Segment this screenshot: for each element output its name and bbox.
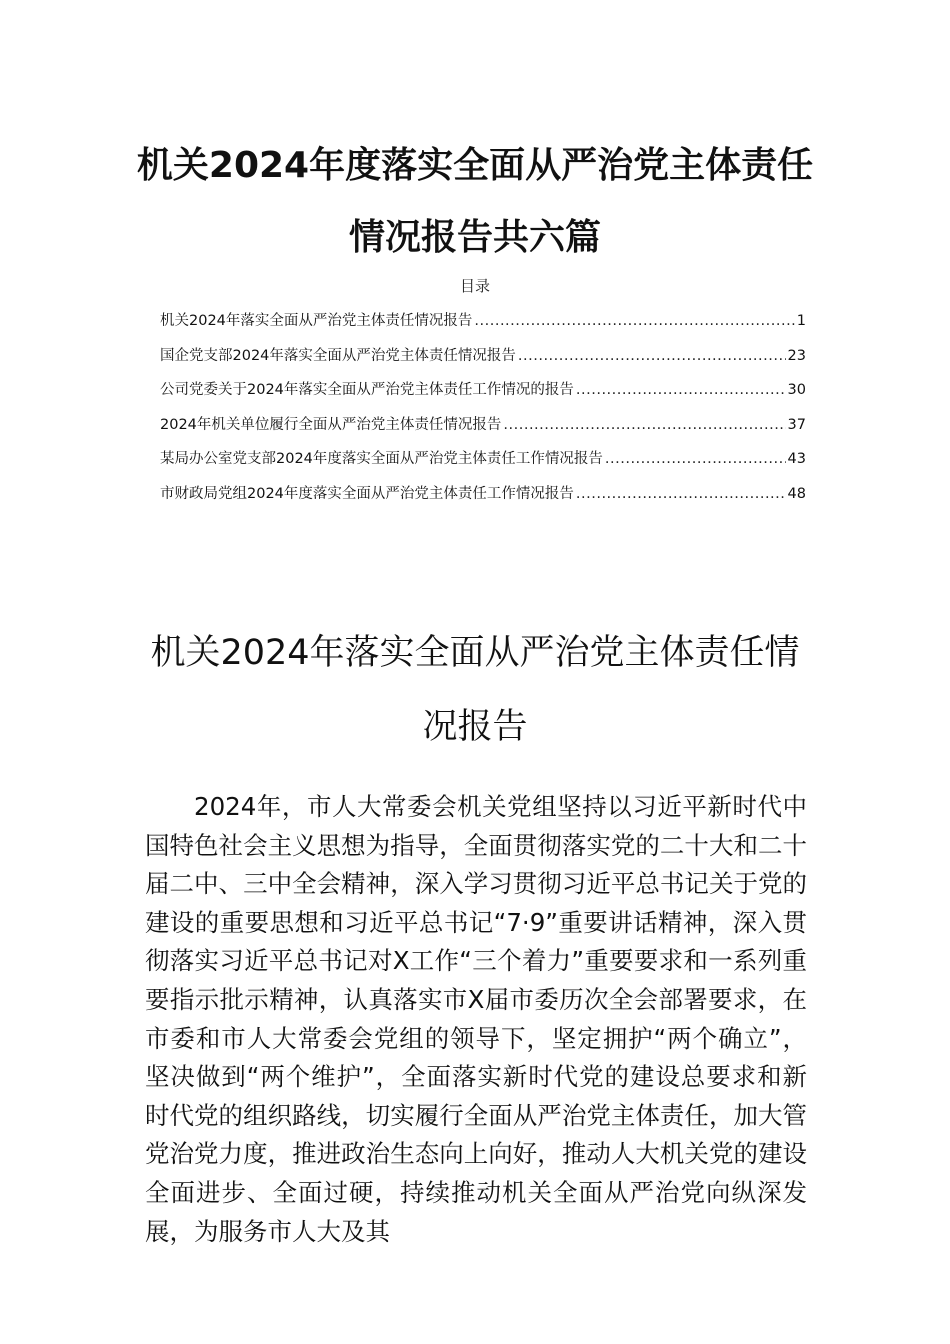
toc-leader-dots: [605, 444, 786, 474]
toc-entry[interactable]: [160, 479, 806, 514]
toc-heading: 目录: [459, 277, 490, 295]
toc-leader-dots: [518, 341, 786, 371]
toc-entry-title: 市财政局党组2024年度落实全面从严治党主体责任工作情况报告: [160, 485, 574, 502]
toc-entry-title: 机关2024年落实全面从严治党主体责任情况报告: [160, 313, 473, 329]
toc-entry-page: 37: [787, 416, 806, 433]
toc-entry-page: 1: [796, 313, 806, 329]
toc-entry-title: 国企党支部2024年落实全面从严治党主体责任情况报告: [160, 347, 516, 364]
toc-entry[interactable]: [160, 341, 806, 376]
article-title: 机关2024年落实全面从严治党主体责任情况报告: [150, 633, 800, 747]
toc-entry-title: 2024年机关单位履行全面从严治党主体责任情况报告: [160, 416, 502, 433]
toc-entry[interactable]: [160, 375, 806, 410]
toc-entry-page: 23: [787, 347, 806, 364]
toc-leader-dots: [474, 306, 794, 336]
toc-leader-dots: [576, 375, 786, 405]
toc-entry[interactable]: [160, 306, 806, 341]
body-paragraph: 2024年，市人大常委会机关党组坚持以习近平新时代中国特色社会主义思想为指导，全面贯彻落实党的二十大和二十届二中、三中全会精神，深入学习贯彻习近平总书记关于党的建设的重要思想和习近平总书记“7·9”重要讲话精神，深入贯彻落实习近平总书记对X工作“三个着力”重要要求和一系列重要指示批示精神，认真落实市X届市委历次全会部署要求，在市委和市人大常委会党组的领导下，坚定拥护“两个确立”，坚决做到“两个维护”，全面落实新时代党的建设总要求和新时代党的组织路线，切实履行全面从严治党主体责任，加大管党治党力度，推进政治生态向上向好，推动人大机关党的建设全面进步、全面过硬，持续推动机关全面从严治党向纵深发展，为服务市人大及其: [145, 792, 807, 1246]
toc-leader-dots: [576, 479, 786, 509]
toc-entry[interactable]: [160, 410, 806, 445]
toc-leader-dots: [503, 410, 785, 440]
toc-entry-title: 某局办公室党支部2024年度落实全面从严治党主体责任工作情况报告: [160, 451, 603, 468]
main-title: 机关2024年度落实全面从严治党主体责任情况报告共六篇: [136, 145, 814, 258]
toc-entry-page: 30: [787, 382, 806, 399]
toc-entry-page: 48: [787, 485, 806, 502]
toc-entry-page: 43: [787, 451, 806, 468]
toc-entry[interactable]: [160, 444, 806, 479]
toc-entry-title: 公司党委关于2024年落实全面从严治党主体责任工作情况的报告: [160, 382, 574, 399]
table-of-contents: [160, 306, 806, 514]
